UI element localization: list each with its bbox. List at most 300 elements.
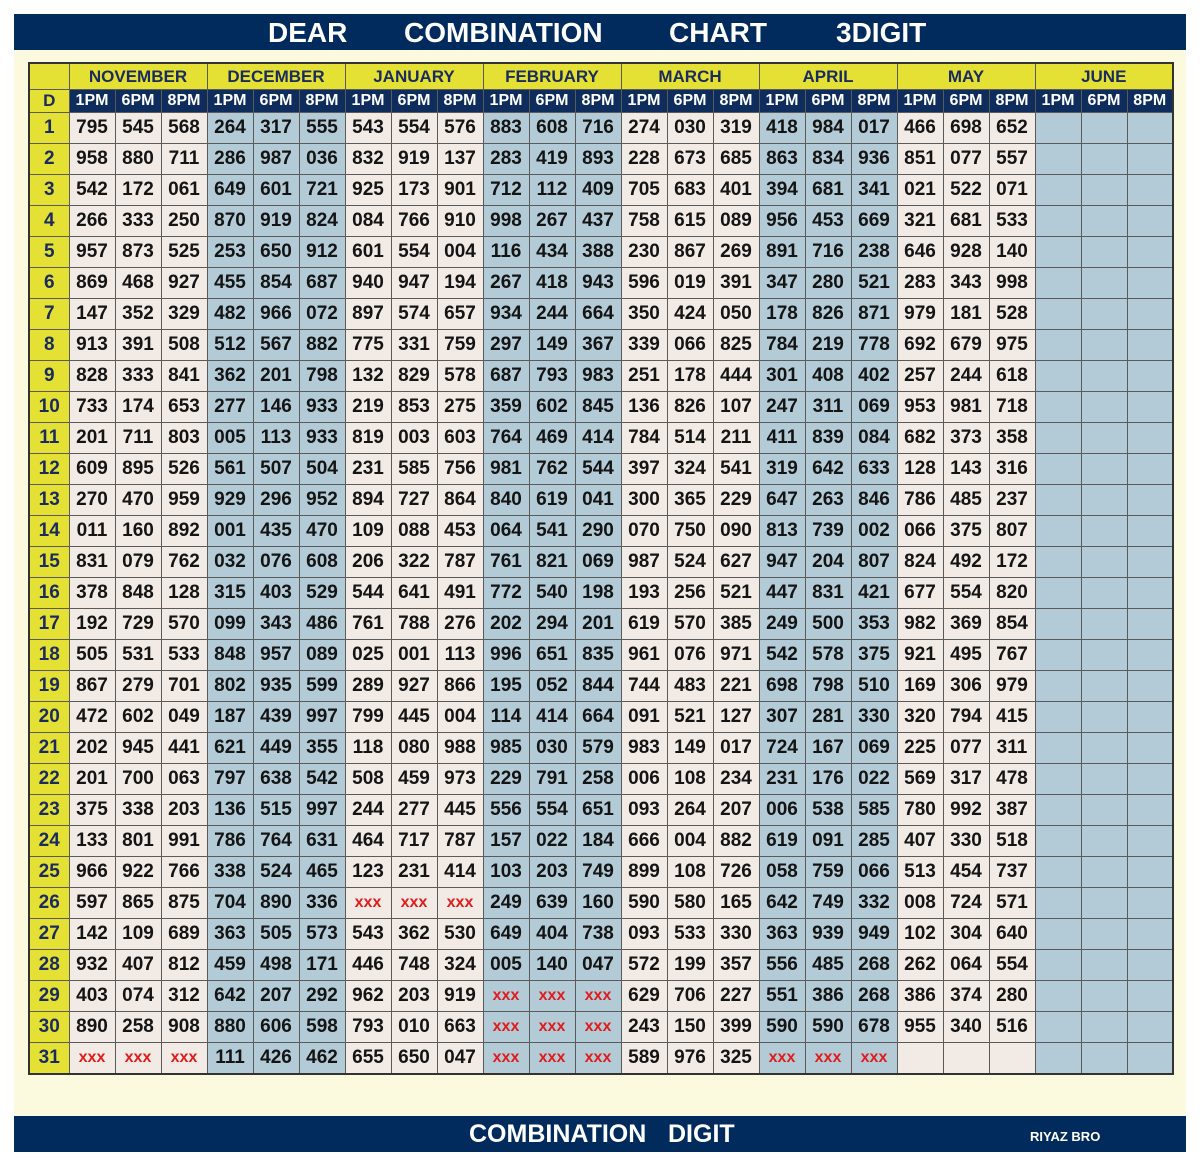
result-cell: 606 <box>253 1012 299 1043</box>
result-cell: 845 <box>575 392 621 423</box>
result-cell: 778 <box>851 330 897 361</box>
result-cell: 195 <box>483 671 529 702</box>
result-cell: xxx <box>529 1012 575 1043</box>
result-cell: xxx <box>483 1012 529 1043</box>
result-cell: 554 <box>943 578 989 609</box>
result-cell: 698 <box>759 671 805 702</box>
result-cell: 434 <box>529 237 575 268</box>
result-cell: xxx <box>851 1043 897 1075</box>
result-cell <box>1127 516 1173 547</box>
result-cell: 766 <box>161 857 207 888</box>
title-word-3digit: 3DIGIT <box>836 17 927 48</box>
result-cell: 107 <box>713 392 759 423</box>
result-cell: 030 <box>529 733 575 764</box>
result-cell: 893 <box>575 144 621 175</box>
result-cell: 137 <box>437 144 483 175</box>
result-cell: 829 <box>391 361 437 392</box>
result-cell: 202 <box>483 609 529 640</box>
result-cell: 074 <box>115 981 161 1012</box>
slot-header-1pm: 1PM <box>759 90 805 113</box>
result-cell: 437 <box>575 206 621 237</box>
result-cell: 590 <box>621 888 667 919</box>
result-cell: 269 <box>713 237 759 268</box>
result-cell: 251 <box>621 361 667 392</box>
result-cell: 982 <box>897 609 943 640</box>
result-cell: 330 <box>713 919 759 950</box>
title-bar <box>14 14 1186 50</box>
result-cell: 526 <box>161 454 207 485</box>
result-cell: 041 <box>575 485 621 516</box>
result-cell: 649 <box>483 919 529 950</box>
result-cell: 642 <box>805 454 851 485</box>
result-cell: 338 <box>115 795 161 826</box>
result-cell: 468 <box>115 268 161 299</box>
result-cell: 193 <box>621 578 667 609</box>
result-cell: 203 <box>529 857 575 888</box>
result-cell: 181 <box>943 299 989 330</box>
result-cell: 143 <box>943 454 989 485</box>
result-cell: 319 <box>759 454 805 485</box>
result-cell: 761 <box>483 547 529 578</box>
result-cell: 677 <box>897 578 943 609</box>
result-cell <box>1081 826 1127 857</box>
result-cell: 983 <box>621 733 667 764</box>
table-row <box>29 206 1173 237</box>
result-cell <box>1081 485 1127 516</box>
result-cell <box>1035 640 1081 671</box>
result-cell: 401 <box>713 175 759 206</box>
result-cell <box>1035 795 1081 826</box>
result-cell: 004 <box>437 237 483 268</box>
result-cell: 231 <box>759 764 805 795</box>
table-row <box>29 144 1173 175</box>
result-cell: 775 <box>345 330 391 361</box>
result-cell: 300 <box>621 485 667 516</box>
result-cell: 651 <box>575 795 621 826</box>
result-cell: 798 <box>299 361 345 392</box>
result-cell: 766 <box>391 206 437 237</box>
result-cell: 901 <box>437 175 483 206</box>
result-cell: 961 <box>621 640 667 671</box>
result-cell: xxx <box>483 981 529 1012</box>
result-cell: 365 <box>667 485 713 516</box>
result-cell: 077 <box>943 144 989 175</box>
result-cell <box>897 1043 943 1075</box>
result-cell: 870 <box>207 206 253 237</box>
day-number: 4 <box>29 206 69 237</box>
result-cell: 749 <box>805 888 851 919</box>
result-cell: 455 <box>207 268 253 299</box>
table-row <box>29 516 1173 547</box>
result-cell <box>1035 733 1081 764</box>
result-cell: 263 <box>805 485 851 516</box>
result-cell: xxx <box>759 1043 805 1075</box>
result-cell: 603 <box>437 423 483 454</box>
month-header-december: DECEMBER <box>207 63 345 90</box>
result-cell <box>1127 981 1173 1012</box>
result-cell: 826 <box>667 392 713 423</box>
result-cell: 939 <box>805 919 851 950</box>
result-cell: 329 <box>161 299 207 330</box>
result-cell: 080 <box>391 733 437 764</box>
result-cell: 449 <box>253 733 299 764</box>
result-cell: 113 <box>253 423 299 454</box>
result-cell <box>1035 299 1081 330</box>
result-cell: 882 <box>299 330 345 361</box>
result-cell: 375 <box>943 516 989 547</box>
result-cell <box>1081 237 1127 268</box>
result-cell: 201 <box>69 764 115 795</box>
result-cell: 585 <box>851 795 897 826</box>
result-cell: 618 <box>989 361 1035 392</box>
result-cell: 005 <box>207 423 253 454</box>
result-cell: 864 <box>437 485 483 516</box>
day-number: 2 <box>29 144 69 175</box>
result-cell: 470 <box>299 516 345 547</box>
result-cell: 201 <box>575 609 621 640</box>
result-cell: 851 <box>897 144 943 175</box>
result-cell <box>1127 547 1173 578</box>
result-cell: 128 <box>161 578 207 609</box>
result-cell: 061 <box>161 175 207 206</box>
result-cell: 711 <box>115 423 161 454</box>
result-cell: 682 <box>897 423 943 454</box>
slot-header-6pm: 6PM <box>805 90 851 113</box>
result-cell <box>1035 826 1081 857</box>
result-cell: 221 <box>713 671 759 702</box>
result-cell: 378 <box>69 578 115 609</box>
result-cell <box>1035 671 1081 702</box>
result-cell: 243 <box>621 1012 667 1043</box>
result-cell: 297 <box>483 330 529 361</box>
footer-credit: RIYAZ BRO <box>1030 1129 1101 1144</box>
result-cell: 749 <box>575 857 621 888</box>
table-row <box>29 888 1173 919</box>
result-cell: 052 <box>529 671 575 702</box>
result-cell: 005 <box>483 950 529 981</box>
result-cell: 276 <box>437 609 483 640</box>
result-cell <box>1127 113 1173 144</box>
result-cell: 394 <box>759 175 805 206</box>
result-cell: 325 <box>713 1043 759 1075</box>
result-cell: 854 <box>989 609 1035 640</box>
result-cell: 890 <box>69 1012 115 1043</box>
result-cell: 973 <box>437 764 483 795</box>
result-cell: 063 <box>161 764 207 795</box>
month-header-may: MAY <box>897 63 1035 90</box>
result-cell: 071 <box>989 175 1035 206</box>
result-cell <box>1127 640 1173 671</box>
result-cell: 178 <box>667 361 713 392</box>
result-cell: 459 <box>207 950 253 981</box>
result-cell: 803 <box>161 423 207 454</box>
result-cell: 927 <box>161 268 207 299</box>
result-cell: 979 <box>989 671 1035 702</box>
result-cell: 985 <box>483 733 529 764</box>
slot-header-1pm: 1PM <box>345 90 391 113</box>
result-cell: 409 <box>575 175 621 206</box>
result-cell: 542 <box>759 640 805 671</box>
result-cell: 585 <box>391 454 437 485</box>
result-cell <box>1035 392 1081 423</box>
result-cell: 712 <box>483 175 529 206</box>
result-cell: 793 <box>529 361 575 392</box>
result-cell: 767 <box>989 640 1035 671</box>
result-cell: 403 <box>69 981 115 1012</box>
combination-table <box>28 62 1174 1075</box>
result-cell: 118 <box>345 733 391 764</box>
result-cell: 244 <box>943 361 989 392</box>
result-cell <box>1127 702 1173 733</box>
result-cell: 839 <box>805 423 851 454</box>
title-word-chart: CHART <box>669 17 767 48</box>
result-cell <box>1035 1043 1081 1075</box>
slot-header-6pm: 6PM <box>529 90 575 113</box>
result-cell: xxx <box>575 1012 621 1043</box>
result-cell: 504 <box>299 454 345 485</box>
result-cell <box>1081 702 1127 733</box>
result-cell: 359 <box>483 392 529 423</box>
result-cell: 895 <box>115 454 161 485</box>
table-row <box>29 733 1173 764</box>
result-cell: 621 <box>207 733 253 764</box>
result-cell: 203 <box>391 981 437 1012</box>
result-cell: 347 <box>759 268 805 299</box>
result-cell: 470 <box>115 485 161 516</box>
result-cell <box>943 1043 989 1075</box>
result-cell: 411 <box>759 423 805 454</box>
result-cell: 414 <box>437 857 483 888</box>
footer-word-digit: DIGIT <box>668 1120 735 1148</box>
result-cell: 247 <box>759 392 805 423</box>
result-cell: 090 <box>713 516 759 547</box>
result-cell <box>1127 485 1173 516</box>
result-cell: 317 <box>943 764 989 795</box>
result-cell: 929 <box>207 485 253 516</box>
result-cell: xxx <box>161 1043 207 1075</box>
footer-bar <box>14 1116 1186 1152</box>
result-cell: 568 <box>161 113 207 144</box>
result-cell: 089 <box>299 640 345 671</box>
result-cell: 793 <box>345 1012 391 1043</box>
result-cell: 172 <box>115 175 161 206</box>
result-cell: 554 <box>989 950 1035 981</box>
result-cell: 867 <box>667 237 713 268</box>
result-cell: 375 <box>69 795 115 826</box>
result-cell: 004 <box>437 702 483 733</box>
result-cell <box>1081 888 1127 919</box>
footer-word-combination: COMBINATION <box>469 1120 647 1148</box>
result-cell: 987 <box>621 547 667 578</box>
result-cell: 108 <box>667 857 713 888</box>
day-number: 8 <box>29 330 69 361</box>
result-cell: 524 <box>667 547 713 578</box>
result-cell: 922 <box>115 857 161 888</box>
result-cell: 285 <box>851 826 897 857</box>
result-cell <box>1035 888 1081 919</box>
result-cell: 530 <box>437 919 483 950</box>
result-cell: 727 <box>391 485 437 516</box>
result-cell: 853 <box>391 392 437 423</box>
result-cell <box>1035 144 1081 175</box>
result-cell: 875 <box>161 888 207 919</box>
result-cell: xxx <box>345 888 391 919</box>
result-cell: 424 <box>667 299 713 330</box>
result-cell: 698 <box>943 113 989 144</box>
result-cell: 091 <box>621 702 667 733</box>
result-cell: 510 <box>851 671 897 702</box>
result-cell: 826 <box>805 299 851 330</box>
result-cell: 274 <box>621 113 667 144</box>
result-cell: 596 <box>621 268 667 299</box>
result-cell: xxx <box>529 1043 575 1075</box>
table-row <box>29 826 1173 857</box>
result-cell: xxx <box>483 1043 529 1075</box>
result-cell: 008 <box>897 888 943 919</box>
result-cell: 019 <box>667 268 713 299</box>
result-cell: 891 <box>759 237 805 268</box>
result-cell: 650 <box>391 1043 437 1075</box>
result-cell: 199 <box>667 950 713 981</box>
result-cell: 959 <box>161 485 207 516</box>
day-number: 10 <box>29 392 69 423</box>
result-cell: 211 <box>713 423 759 454</box>
result-cell: 669 <box>851 206 897 237</box>
result-cell <box>1035 919 1081 950</box>
result-cell: 244 <box>529 299 575 330</box>
result-cell: 832 <box>345 144 391 175</box>
result-cell: 307 <box>759 702 805 733</box>
table-row <box>29 1012 1173 1043</box>
table-row <box>29 547 1173 578</box>
title-word-combination: COMBINATION <box>404 17 603 48</box>
result-cell: 133 <box>69 826 115 857</box>
result-cell: xxx <box>115 1043 161 1075</box>
result-cell: 640 <box>989 919 1035 950</box>
result-cell <box>1081 361 1127 392</box>
slot-header-6pm: 6PM <box>667 90 713 113</box>
result-cell: 997 <box>299 795 345 826</box>
result-cell: 820 <box>989 578 1035 609</box>
result-cell: 505 <box>69 640 115 671</box>
result-cell: 685 <box>713 144 759 175</box>
result-cell: 590 <box>759 1012 805 1043</box>
result-cell: 854 <box>253 268 299 299</box>
result-cell: 149 <box>667 733 713 764</box>
result-cell: 201 <box>253 361 299 392</box>
result-cell: 391 <box>713 268 759 299</box>
result-cell: 597 <box>69 888 115 919</box>
result-cell <box>1127 826 1173 857</box>
result-cell: 513 <box>897 857 943 888</box>
result-cell: 109 <box>115 919 161 950</box>
result-cell: 270 <box>69 485 115 516</box>
result-cell: 113 <box>437 640 483 671</box>
result-cell <box>1127 950 1173 981</box>
result-cell: 928 <box>943 237 989 268</box>
result-cell: 426 <box>253 1043 299 1075</box>
result-cell: 277 <box>391 795 437 826</box>
day-number: 18 <box>29 640 69 671</box>
result-cell: 615 <box>667 206 713 237</box>
result-cell: 543 <box>345 113 391 144</box>
day-number: 20 <box>29 702 69 733</box>
result-cell: 207 <box>713 795 759 826</box>
result-cell: 047 <box>575 950 621 981</box>
result-cell: 006 <box>759 795 805 826</box>
result-cell: 966 <box>69 857 115 888</box>
result-cell <box>1081 206 1127 237</box>
result-cell: 469 <box>529 423 575 454</box>
result-cell: 002 <box>851 516 897 547</box>
day-number: 12 <box>29 454 69 485</box>
result-cell: 147 <box>69 299 115 330</box>
slot-header-8pm: 8PM <box>989 90 1035 113</box>
day-number: 31 <box>29 1043 69 1075</box>
table-row <box>29 268 1173 299</box>
slot-header-8pm: 8PM <box>161 90 207 113</box>
result-cell: 066 <box>897 516 943 547</box>
result-cell <box>1035 330 1081 361</box>
result-cell: 070 <box>621 516 667 547</box>
result-cell: 802 <box>207 671 253 702</box>
result-cell <box>1127 299 1173 330</box>
result-cell: 084 <box>851 423 897 454</box>
result-cell <box>1081 175 1127 206</box>
result-cell: 069 <box>575 547 621 578</box>
result-cell <box>1127 392 1173 423</box>
result-cell <box>1127 268 1173 299</box>
result-cell <box>1081 764 1127 795</box>
result-cell: 759 <box>805 857 851 888</box>
result-cell: 338 <box>207 857 253 888</box>
result-cell: 936 <box>851 144 897 175</box>
result-cell: 006 <box>621 764 667 795</box>
result-cell: 459 <box>391 764 437 795</box>
result-cell: 439 <box>253 702 299 733</box>
result-cell: 955 <box>897 1012 943 1043</box>
result-cell: 787 <box>437 826 483 857</box>
result-cell: 716 <box>575 113 621 144</box>
day-number: 1 <box>29 113 69 144</box>
result-cell: 160 <box>115 516 161 547</box>
result-cell: 673 <box>667 144 713 175</box>
result-cell <box>1035 237 1081 268</box>
slot-header-1pm: 1PM <box>207 90 253 113</box>
result-cell: 797 <box>207 764 253 795</box>
result-cell: 689 <box>161 919 207 950</box>
result-cell: 227 <box>713 981 759 1012</box>
result-cell: 655 <box>345 1043 391 1075</box>
result-cell: 004 <box>667 826 713 857</box>
result-cell: 784 <box>759 330 805 361</box>
result-cell: 687 <box>483 361 529 392</box>
month-header-january: JANUARY <box>345 63 483 90</box>
result-cell: 407 <box>897 826 943 857</box>
table-row <box>29 237 1173 268</box>
result-cell: 402 <box>851 361 897 392</box>
result-cell: 601 <box>345 237 391 268</box>
result-cell: 292 <box>299 981 345 1012</box>
result-cell: 025 <box>345 640 391 671</box>
table-row <box>29 640 1173 671</box>
result-cell: 780 <box>897 795 943 826</box>
result-cell: 032 <box>207 547 253 578</box>
result-cell: 290 <box>575 516 621 547</box>
result-cell: 165 <box>713 888 759 919</box>
result-cell: 551 <box>759 981 805 1012</box>
result-cell <box>1035 516 1081 547</box>
